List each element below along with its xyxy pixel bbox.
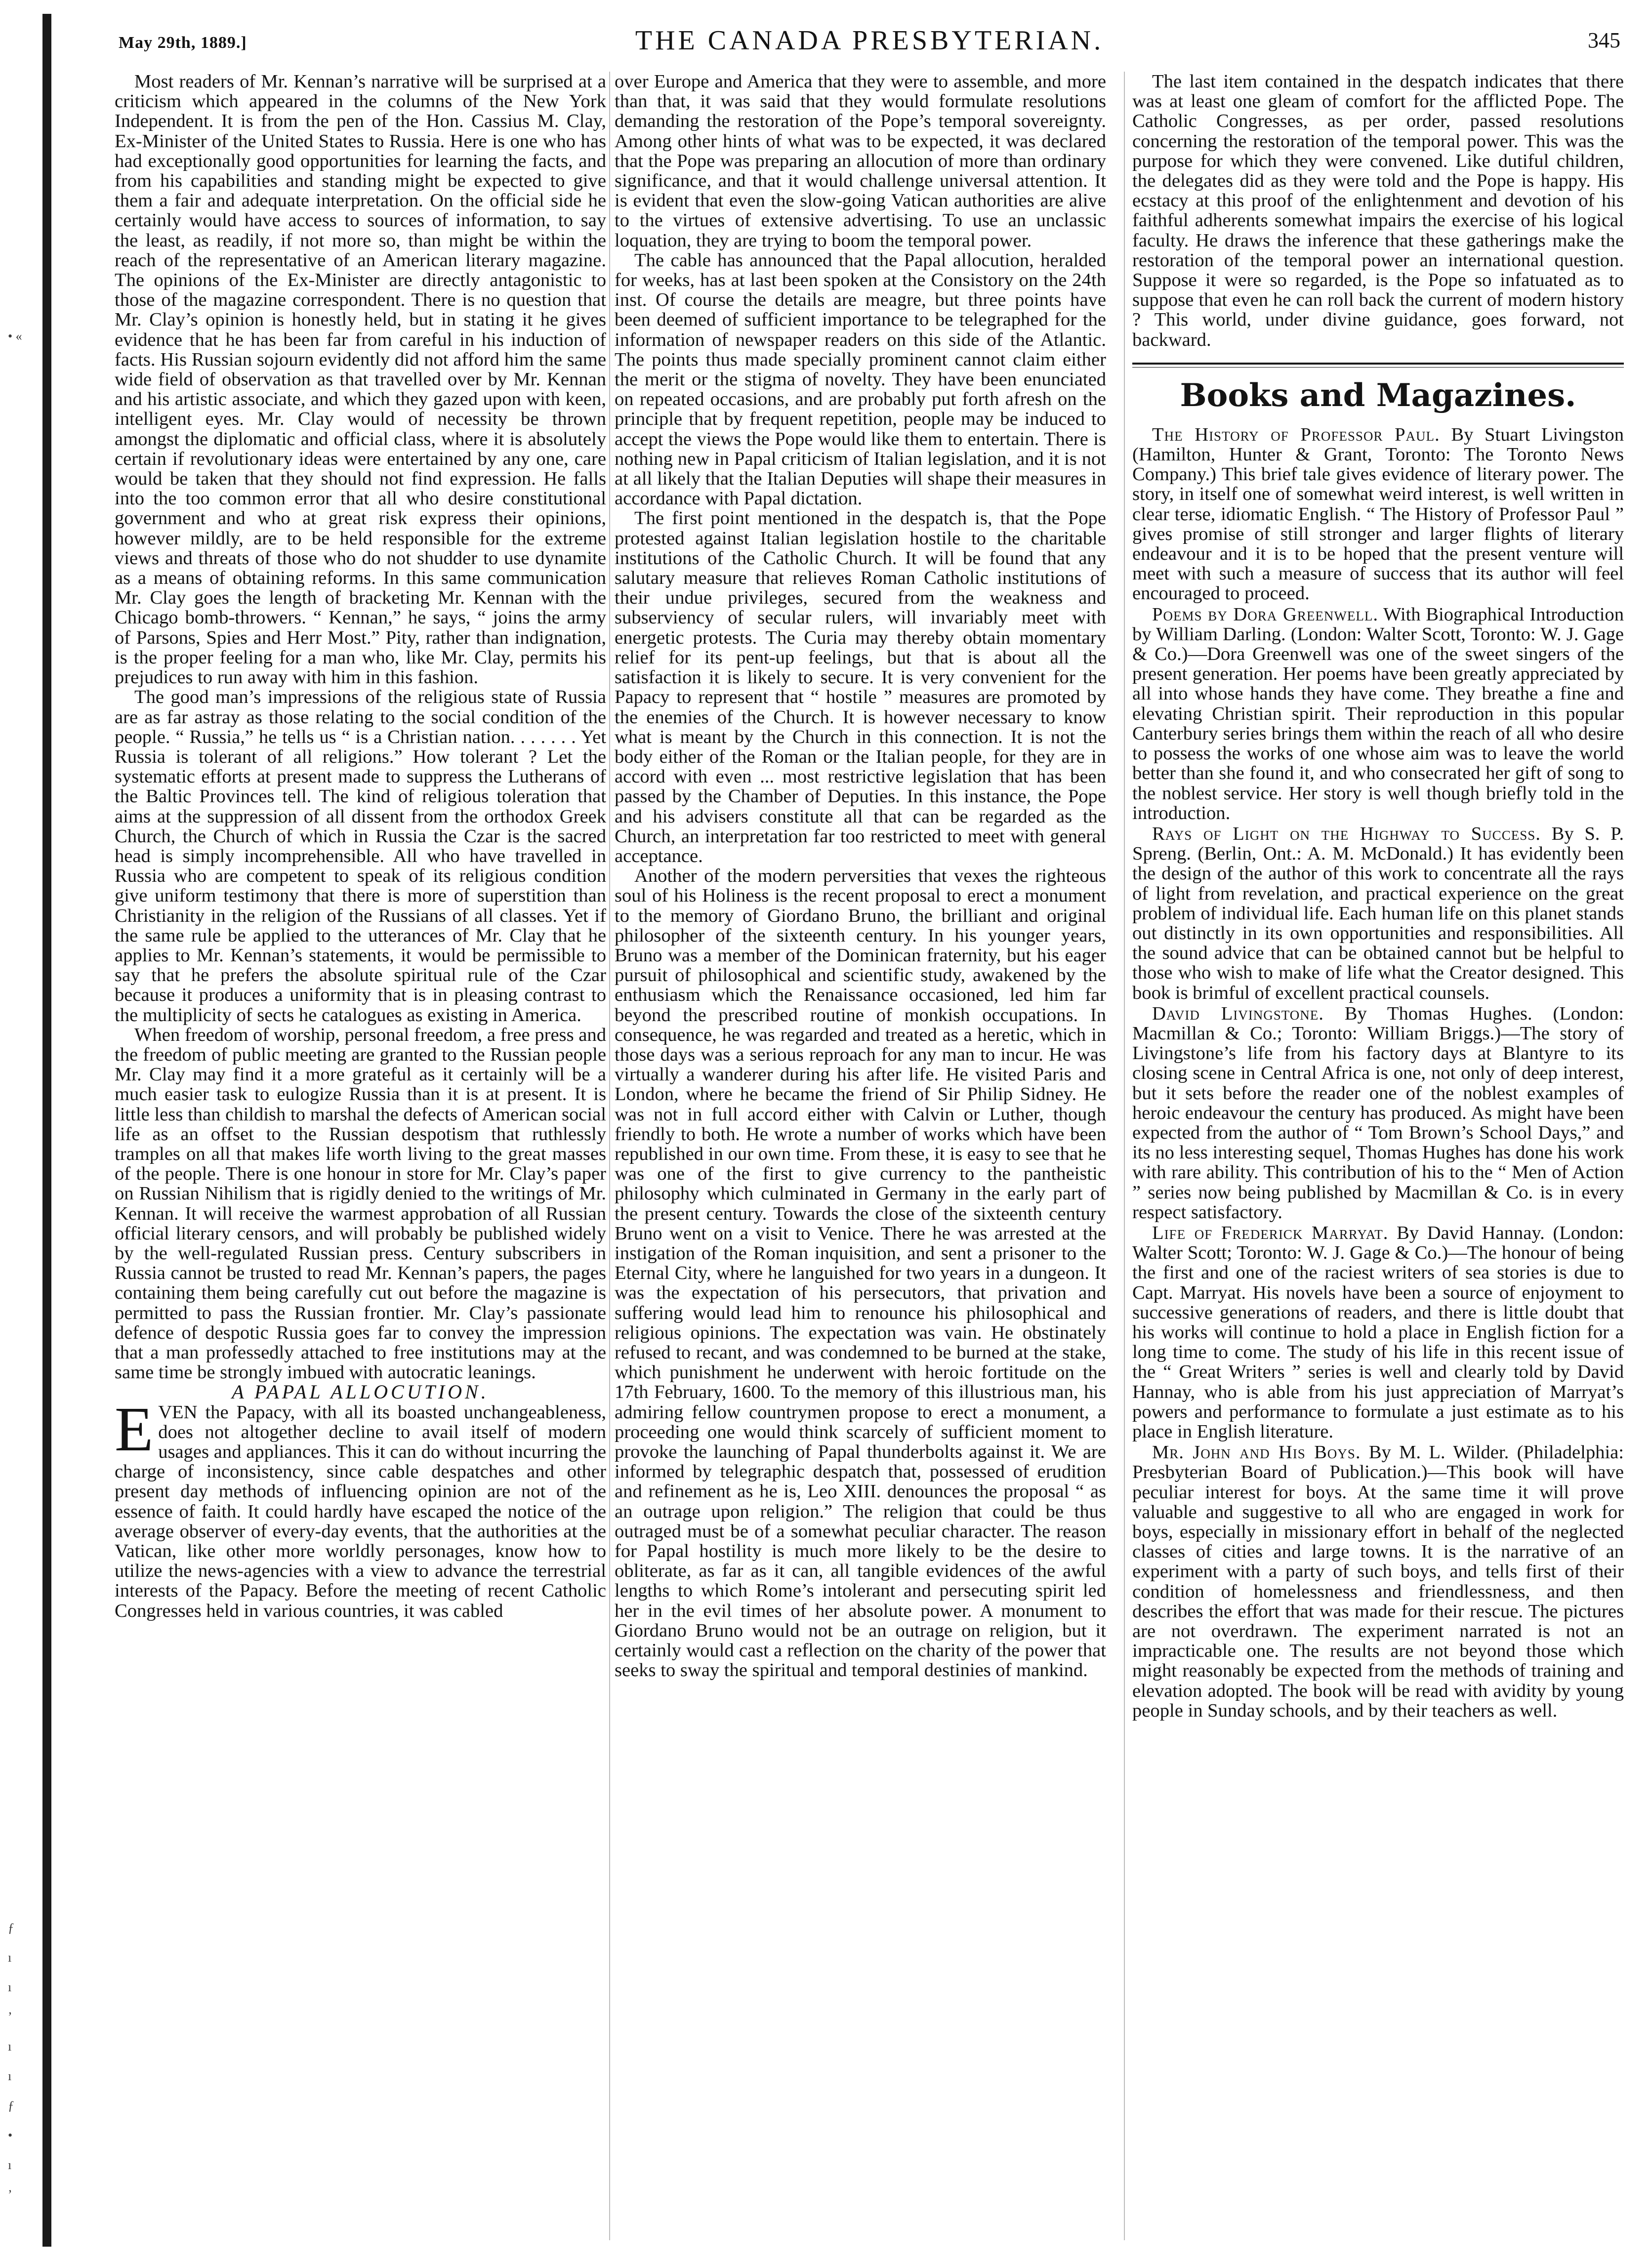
book-review-text: By M. L. Wilder. (Philadelphia: Presbyterian Board of Publication.)—This book will have peculiar interest for boys. At the same time it will prove valuable and suggestive to all who are engaged in work for boys, especially in missionary effort in behalf of the neglected classes of cities and large towns. It is the narrative of an experiment with a party of such boys, and tells first of their condition of homelessness and friendlessness, and then describes the effort that was made for their rescue. The pictures are not overdrawn. The experiment narrated is not an impracticable one. The results are not beyond those which might reasonably be expected from the methods of training and elevation adopted. The book will be read with avidity by young people in Sunday schools, and by their teachers as well. xyxy=(1132,1442,1624,1721)
book-title: Mr. John and His Boys. xyxy=(1152,1442,1361,1463)
article-paragraph: The first point mentioned in the despatch is, that the Pope protested against Italian legislation hostile to the charitable institutions of the Catholic Church. It will be found that any salutary measure that relieves Roman Catholic institutions of their undue privileges, secured from the weakness and subserviency of secular rulers, will invariably meet with energetic protests. The Curia may thereby obtain momentary relief for its pent-up feelings, but that is about all the satisfaction it is likely to secure. It is very convenient for the Papacy to represent that “ hostile ” measures are promoted by the enemies of the Church. It is however necessary to know what is meant by the Church in this connection. It is not the body either of the Roman or the Italian people, for they are in accord with even ... most restrictive legislation that has been passed by the Chamber of Deputies. In this instance, the Pope and his advisers constitute all that can be regarded as the Church, an interpretation far too restricted to meet with general acceptance. xyxy=(615,508,1106,866)
book-review-text: By David Hannay. (London: Walter Scott; Toronto: W. J. Gage & Co.)—The honour of being the first and one of the raciest writers of sea stories is due to Capt. Marryat. His novels have been a source of enjoyment to successive generations of readers, and there is little doubt that his works will continue to hold a place in English fiction for a long time to come. The study of his life in this recent issue of the “ Great Writers ” series is well and clearly told by David Hannay, who is able from his just appreciation of Marryat’s powers and performance to formulate a just estimate as to his place in English literature. xyxy=(1132,1222,1624,1442)
section-heading-papal-allocution: A PAPAL ALLOCUTION. xyxy=(232,1381,489,1403)
dropcap-paragraph-text: VEN the Papacy, with all its boasted unchangeableness, does not altogether decline to avail itself of modern usages and appliances. This it can do without incurring the charge of inconsistency, since cable despatches and other present day methods of influencing opinion are not of the essence of faith. It could hardly have escaped the notice of the average observer of every-day events, that the authorities at the Vatican, like other more worldly personages, know how to utilize the news-agencies with a view to advance the terrestrial interests of the Papacy. Before the meeting of recent Catholic Congresses held in various countries, it was cabled xyxy=(115,1401,606,1621)
section-heading-books-and-magazines: Books and Magazines. xyxy=(1180,376,1576,414)
book-review xyxy=(1132,824,1624,1003)
margin-mark: ı xyxy=(8,2039,12,2054)
drop-cap: E xyxy=(115,1394,154,1464)
article-paragraph: over Europe and America that they were to assemble, and more than that, it was said that they would formulate resolutions demanding the restoration of the Pope’s temporal sovereignty. Among other hints of what was to be expected, it was declared that the Pope was preparing an allocution of more than ordinary significance, and that it would challenge universal attention. It is evident that even the slow-going Vatican authorities are alive to the virtues of extensive advertising. To use an unclassic loquation, they are trying to boom the temporal power. xyxy=(615,72,1106,251)
book-review xyxy=(1132,1223,1624,1441)
book-title: David Livingstone. xyxy=(1152,1003,1324,1024)
issue-date: May 29th, 1889.] xyxy=(119,34,247,52)
book-review xyxy=(1132,425,1624,604)
article-paragraph: Most readers of Mr. Kennan’s narrative will be surprised at a criticism which appeared in the columns of the New York Independent. It is from the pen of the Hon. Cassius M. Clay, Ex-Minister of the United States to Russia. Here is one who has had exceptionally good opportunities for learning the facts, and from his capabilities and standing might be expected to give them a fair and adequate interpretation. On the official side he certainly would have access to sources of information, to say the least, as readily, if not more so, than might be within the reach of the representative of an American literary magazine. The opinions of the Ex-Minister are directly antagonistic to those of the magazine correspondent. There is no question that Mr. Clay’s opinion is honestly held, but in stating it he gives evidence that he has been far from careful in his induction of facts. His Russian sojourn evidently did not afford him the same wide field of observation as that travelled over by Mr. Kennan and his artistic associate, and which they gazed upon with keen, intelligent eyes. Mr. Clay would of necessity be thrown amongst the diplomatic and official class, where it is absolutely certain if revolutionary ideas were entertained by any one, care would be taken that they should not find expression. He falls into the too common error that all who desire constitutional government and who at great risk express their opinions, however mildly, are to be held responsible for the extreme views and threats of those who do not shudder to use dynamite as a means of obtaining reforms. In this same communication Mr. Clay goes the length of bracketing Mr. Kennan with the Chicago bomb-throwers. “ Kennan,” he says, “ joins the army of Parsons, Spies and Herr Most.” Pity, rather than indignation, is the proper feeling for a man who, like Mr. Clay, permits his prejudices to run away with him in this fashion. xyxy=(115,72,606,688)
book-review xyxy=(1132,1004,1624,1222)
margin-mark: ’ xyxy=(8,2187,12,2202)
margin-mark: • « xyxy=(8,329,22,343)
margin-mark: ’ xyxy=(8,2010,12,2024)
article-paragraph: The last item contained in the despatch indicates that there was at least one gleam of comfort for the afflicted Pope. The Catholic Congresses, as per order, passed resolutions concerning the restoration of the temporal power. This was the purpose for which they were convened. Like dutiful children, the delegates did as they were told and the Pope is happy. His ecstacy at this proof of the enlightenment and devotion of his faithful adherents somewhat impairs the exercise of his logical faculty. He draws the inference that these gatherings make the restoration of the temporal power an international question. Suppose it were so regarded, is the Pope so infatuated as to suppose that even he can roll back the current of modern history ? This world, under divine guidance, goes forward, not backward. xyxy=(1132,72,1624,350)
margin-mark: ı xyxy=(8,1950,12,1965)
column-right xyxy=(1132,72,1624,2245)
book-review xyxy=(1132,605,1624,823)
book-title: The History of Professor Paul. xyxy=(1152,424,1440,445)
margin-mark: • xyxy=(8,2128,13,2142)
page-header xyxy=(114,19,1625,57)
book-title: Life of Frederick Marryat. xyxy=(1152,1222,1389,1243)
margin-mark: ı xyxy=(8,1980,12,1994)
article-paragraph: Another of the modern perversities that vexes the righteous soul of his Holiness is the recent proposal to erect a monument to the memory of Giordano Bruno, the brilliant and original philosopher of the sixteenth century. In his younger years, Bruno was a member of the Dominican fraternity, but his eager pursuit of philosophical and scientific study, awakened by the enthusiasm which the Renaissance occasioned, led him far beyond the prescribed routine of monkish occupations. In consequence, he was regarded and treated as a heretic, which in those days was a serious reproach for any man to incur. He was virtually a wanderer during his after life. He visited Paris and London, where he became the friend of Sir Philip Sidney. He was not in full accord either with Calvin or Luther, though friendly to both. He wrote a number of works which have been republished in our own time. From these, it is easy to see that he was one of the first to give currency to the pantheistic philosophy which culminated in Germany in the early part of the present century. Towards the close of the sixteenth century Bruno went on a visit to Venice. There he was arrested at the instigation of the Roman inquisition, and sent a prisoner to the Eternal City, where he languished for two years in a dungeon. It was the expectation of his persecutors, that privation and suffering would lead him to renounce his philosophical and religious opinions. The expectation was vain. He obstinately refused to recant, and was condemned to be burned at the stake, which punishment he underwent with heroic fortitude on the 17th February, 1600. To the memory of this illustrious man, his admiring fellow countrymen propose to erect a monument, a proceeding one would think scarcely of sufficient moment to provoke the launching of Papal thunderbolts against it. We are informed by telegraphic despatch that, possessed of erudition and refinement as he is, Leo XIII. denounces the proposal “ as an outrage upon religion.” The religion that could be thus outraged must be of a somewhat peculiar character. The reason for Papal hostility is much more likely to be the desire to obliterate, as far as it can, all tangible evidences of the awful lengths to which Rome’s intolerant and persecuting spirit led her in the evil times of her absolute power. A monument to Giordano Bruno would not be an outrage on religion, but it certainly would cast a reflection on the charity of the power that seeks to sway the spiritual and temporal destinies of mankind. xyxy=(615,865,1106,1681)
margin-mark: ı xyxy=(8,2069,12,2083)
book-review-text: With Biographical Introduction by William Darling. (London: Walter Scott, Toronto: W. J. Gage & Co.)—Dora Greenwell was one of the sweet singers of the present generation. Her poems have been greatly appreciated by all into whose hands they have come. They breathe a fine and elevating Christian spirit. Their reproduction in this popular Canterbury series brings them within the reach of all who desire to possess the works of one whose aim was to leave the world better than she found it, and who consecrated her gift of song to the noblest service. Her story is well though briefly told in the introduction. xyxy=(1132,604,1624,823)
column-divider xyxy=(1124,72,1125,2240)
book-title: Poems by Dora Greenwell. xyxy=(1152,604,1378,625)
margin-mark: ƒ xyxy=(8,1921,14,1935)
book-title: Rays of Light on the Highway to Success. xyxy=(1152,823,1541,844)
page-binding-edge xyxy=(42,14,51,2247)
page-number: 345 xyxy=(1588,28,1620,52)
margin-mark: ƒ xyxy=(8,2098,14,2113)
book-review-text: By S. P. Spreng. (Berlin, Ont.: A. M. McDonald.) It has evidently been the design of the author of this work to concentrate all the rays of light from revelation, and practical experience on the great problem of individual life. Each human life on this planet stands out distinctly in its own opportunities and responsibilities. All the sound advice that can be obtained cannot but be helpful to those who wish to make of life what the Creator designed. This book is brimful of excellent practical counsels. xyxy=(1132,823,1624,1003)
book-review-text: By Thomas Hughes. (London: Macmillan & Co.; Toronto: William Briggs.)—The story of Livingstone’s life from his factory days at Blantyre to its closing scene in Central Africa is one, not only of deep interest, but it sets before the reader one of the noblest examples of heroic endeavour the century has produced. As might have been expected from the author of “ Tom Brown’s School Days,” and its no less interesting sequel, Thomas Hughes has done his work with rare ability. This contribution of his to the “ Men of Action ” series now being published by Macmillan & Co. is in every respect satisfactory. xyxy=(1132,1003,1624,1223)
article-paragraph: The cable has announced that the Papal allocution, heralded for weeks, has at last been spoken at the Consistory on the 24th inst. Of course the details are meagre, but three points have been deemed of sufficient importance to be telegraphed for the information of newspaper readers on this side of the Atlantic. The points thus made specially prominent cannot claim either the merit or the stigma of novelty. They have been enunciated on repeated occasions, and are probably put forth afresh on the principle that by frequent repetition, people may be induced to accept the views the Pope would like them to entertain. There is nothing new in Papal criticism of Italian legislation, and it is not at all likely that the Italian Deputies will shape their measures in accordance with Papal dictation. xyxy=(615,249,1106,509)
article-paragraph: When freedom of worship, personal freedom, a free press and the freedom of public meeting are granted to the Russian people Mr. Clay may find it a more grateful as it certainly will be a much easier task to eulogize Russia than it is at present. It is little less than childish to marshal the defects of American social life as an offset to the Russian despotism that ruthlessly tramples on all that makes life worth living to the great masses of the people. There is one honour in store for Mr. Clay’s paper on Russian Nihilism that is rigidly denied to the writings of Mr. Kennan. It will receive the warmest approbation of all Russian official literary censors, and will probably be published widely by the well-regulated Russian press. Century subscribers in Russia cannot be trusted to read Mr. Kennan’s papers, the pages containing them being carefully cut out before the magazine is permitted to pass the Russian frontier. Mr. Clay’s passionate defence of despotic Russia goes far to convey the impression that a man professedly attached to free institutions may at the same time be strongly imbued with autocratic leanings. xyxy=(115,1024,606,1383)
book-review xyxy=(1132,1442,1624,1721)
section-rule xyxy=(1132,363,1624,368)
article-paragraph: The good man’s impressions of the religious state of Russia are as far astray as those relating to the social condition of the people. “ Russia,” he tells us “ is a Christian nation. . . . . . . Yet Russia is tolerant of all religions.” How tolerant ? Let the systematic efforts at present made to suppress the Lutherans of the Baltic Provinces tell. The kind of religious toleration that aims at the suppression of all dissent from the orthodox Greek Church, the Church of which in Russia the Czar is the sacred head is simply incomprehensible. All who have travelled in Russia who are competent to speak of its religious condition give uniform testimony that there is more of superstition than Christianity in the religion of the Russians of all classes. Yet if the same rule be applied to the utterances of Mr. Clay that he applies to Mr. Kennan’s statements, it would be permissible to say that he prefers the absolute spiritual rule of the Czar because it produces a uniformity that is in pleasing contrast to the multiplicity of sects he catalogues as existing in America. xyxy=(115,687,606,1026)
book-review-text: By Stuart Livingston (Hamilton, Hunter & Grant, Toronto: The Toronto News Company.) This brief tale gives evidence of literary power. The story, in itself one of somewhat weird interest, is well written in clear terse, idiomatic English. “ The History of Professor Paul ” gives promise of still stronger and larger flights of literary endeavour and it is to be hoped that the present venture will meet with such a measure of success that its author will feel encouraged to proceed. xyxy=(1132,424,1624,604)
article-paragraph xyxy=(115,1394,606,1621)
publication-title: THE CANADA PRESBYTERIAN. xyxy=(635,25,1104,56)
margin-mark: ı xyxy=(8,2158,12,2172)
column-middle xyxy=(615,72,1106,2245)
column-left xyxy=(115,72,606,2245)
column-divider xyxy=(609,72,610,2240)
